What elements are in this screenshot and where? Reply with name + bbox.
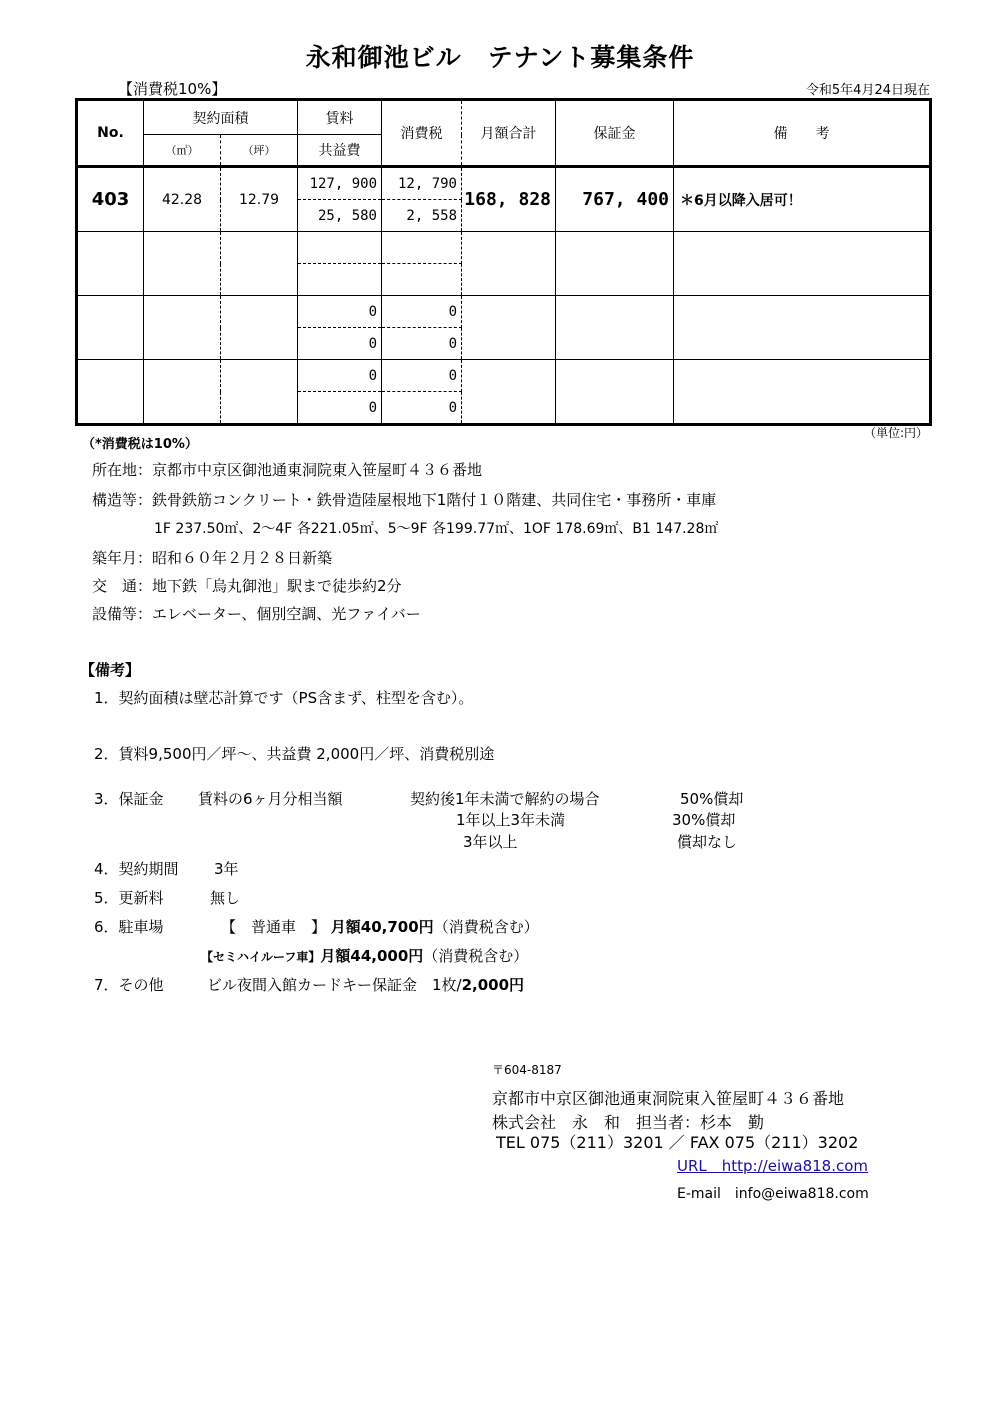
area-m2: 42.28 <box>144 167 221 232</box>
area-tsubo: 12.79 <box>221 167 298 232</box>
rent-value: 0 <box>298 296 382 328</box>
monthly-total-value <box>462 232 556 296</box>
remarks-value <box>674 360 931 425</box>
header-tax: 消費税 <box>382 100 462 167</box>
remark-7-desc: ビル夜間入館カードキー保証金 1枚/ <box>207 976 462 994</box>
remarks-value <box>674 296 931 360</box>
remark-4-value: 3年 <box>214 860 239 878</box>
table-row <box>77 296 931 328</box>
area-m2 <box>144 232 221 296</box>
remarks-value <box>674 232 931 296</box>
common-tax-value: 2, 558 <box>382 200 462 232</box>
rent-tax-value: 0 <box>382 296 462 328</box>
remark-3-label: 3．保証金 <box>94 790 164 808</box>
contact-company: 株式会社 永 和 担当者：杉本 勤 <box>492 1113 765 1132</box>
monthly-total-value <box>462 360 556 425</box>
header-common-fee: 共益費 <box>298 135 382 167</box>
common-tax-value: 0 <box>382 328 462 360</box>
info-structure: 構造等：鉄骨鉄筋コンクリート・鉄骨造陸屋根地下1階付１０階建、共同住宅・事務所・車庫 <box>92 491 717 509</box>
monthly-total-value <box>462 296 556 360</box>
header-area-m2: （㎡） <box>144 135 221 167</box>
rent-value <box>298 232 382 264</box>
common-fee-value <box>298 264 382 296</box>
rent-tax-value: 0 <box>382 360 462 392</box>
remark-5-value: 無し <box>210 889 241 907</box>
common-fee-value: 0 <box>298 328 382 360</box>
header-rent: 賃料 <box>298 100 382 135</box>
website-link[interactable]: URL http://eiwa818.com <box>677 1157 869 1175</box>
info-location: 所在地：京都市中京区御池通東洞院東入笹屋町４３６番地 <box>92 461 483 479</box>
parking-semi-note: （消費税含む） <box>423 947 529 965</box>
tax-note: （*消費税は10%） <box>82 437 198 452</box>
tenant-conditions-table <box>75 98 932 426</box>
remark-6-label: 6．駐車場 <box>94 918 164 936</box>
remark-3-cond1: 契約後1年未満で解約の場合 <box>410 790 600 808</box>
remark-3-val2: 30%償却 <box>672 811 736 829</box>
rent-tax-value: 12, 790 <box>382 167 462 200</box>
common-tax-value <box>382 264 462 296</box>
deposit-value: 767, 400 <box>556 167 674 232</box>
parking-standard-type: 【 普通車 】 <box>221 918 327 936</box>
contact-tel-fax: TEL 075（211）3201 ／ FAX 075（211）3202 <box>496 1133 859 1152</box>
remark-3-val1: 50%償却 <box>680 790 744 808</box>
remark-3-cond2: 1年以上3年未満 <box>456 811 566 829</box>
parking-semi-price: 月額44,000円 <box>320 947 424 965</box>
header-area-tsubo: （坪） <box>221 135 298 167</box>
remark-7-value <box>207 974 524 995</box>
room-no <box>77 232 144 296</box>
tax-rate-label: 【消費税10%】 <box>118 80 227 98</box>
parking-standard <box>221 916 539 937</box>
remark-3-cond3: 3年以上 <box>463 833 518 851</box>
remark-7-price: 2,000円 <box>461 976 525 994</box>
parking-semi-high-roof <box>201 945 528 966</box>
area-tsubo <box>221 296 298 360</box>
header-deposit: 保証金 <box>556 100 674 167</box>
remark-3-val3: 償却なし <box>677 833 738 851</box>
parking-standard-note: （消費税含む） <box>433 918 539 936</box>
common-fee-value: 0 <box>298 392 382 425</box>
header-remarks: 備 考 <box>674 100 931 167</box>
rent-value: 0 <box>298 360 382 392</box>
rent-value: 127, 900 <box>298 167 382 200</box>
room-no <box>77 296 144 360</box>
unit-label: （単位:円） <box>863 426 928 440</box>
common-fee-value: 25, 580 <box>298 200 382 232</box>
monthly-total-value: 168, 828 <box>462 167 556 232</box>
remark-4-label: 4．契約期間 <box>94 860 179 878</box>
contact-email[interactable]: E-mail info@eiwa818.com <box>677 1186 869 1202</box>
area-m2 <box>144 296 221 360</box>
rent-tax-value <box>382 232 462 264</box>
remark-3-desc: 賃料の6ヶ月分相当額 <box>198 790 343 808</box>
header-monthly-total: 月額合計 <box>462 100 556 167</box>
postal-code: 〒604-8187 <box>492 1063 562 1077</box>
table-row <box>77 360 931 392</box>
header-no: No. <box>77 100 144 167</box>
parking-semi-type: 【セミハイルーフ車】 <box>201 950 321 964</box>
room-no: 403 <box>77 167 144 232</box>
remark-1: 1．契約面積は壁芯計算です（PS含まず、柱型を含む）。 <box>94 689 474 707</box>
info-floor-areas: 1F 237.50㎡、2～4F 各221.05㎡、5～9F 各199.77㎡、1OF 178.69㎡、B1 147.28㎡ <box>154 521 719 537</box>
area-m2 <box>144 360 221 425</box>
room-no <box>77 360 144 425</box>
common-tax-value: 0 <box>382 392 462 425</box>
parking-standard-price: 月額40,700円 <box>330 918 434 936</box>
page-title: 永和御池ビル テナント募集条件 <box>305 43 695 72</box>
deposit-value <box>556 296 674 360</box>
area-tsubo <box>221 360 298 425</box>
info-built: 築年月：昭和６０年２月２８日新築 <box>92 549 333 567</box>
remarks-value: ＊6月以降入居可！ <box>674 167 931 232</box>
remark-7-label: 7．その他 <box>94 976 164 994</box>
as-of-date: 令和5年4月24日現在 <box>805 83 930 98</box>
table-row <box>77 167 931 200</box>
deposit-value <box>556 232 674 296</box>
area-tsubo <box>221 232 298 296</box>
table-row <box>77 232 931 264</box>
deposit-value <box>556 360 674 425</box>
remark-2: 2．賃料9,500円／坪～、共益費 2,000円／坪、消費税別途 <box>94 745 495 763</box>
remark-5-label: 5．更新料 <box>94 889 164 907</box>
contact-address: 京都市中京区御池通東洞院東入笹屋町４３６番地 <box>492 1089 845 1108</box>
header-area: 契約面積 <box>144 100 298 135</box>
info-facilities: 設備等：エレベーター、個別空調、光ファイバー <box>92 605 421 623</box>
info-transit: 交 通：地下鉄「烏丸御池」駅まで徒歩約2分 <box>92 577 402 595</box>
remarks-heading: 【備考】 <box>80 661 141 679</box>
